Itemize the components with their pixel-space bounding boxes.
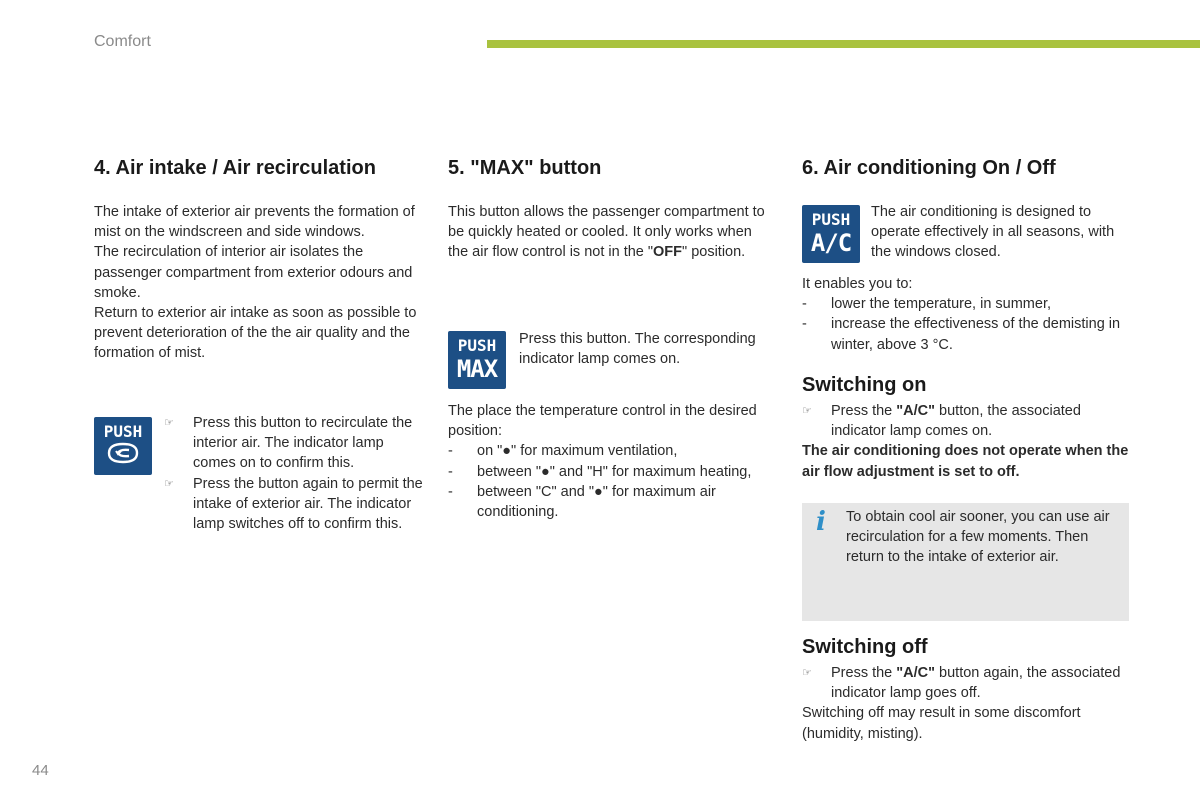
list-item: - between "●" and "H" for maximum heating, xyxy=(448,463,752,480)
paragraph: The recirculation of interior air isolates the passenger compartment from exterior odours and smoke. xyxy=(94,244,413,301)
list-item: - increase the effectiveness of the demisting in winter, above 3 °C. xyxy=(802,316,1121,353)
paragraph: This button allows the passenger compartment to be quickly heated or cooled. It only works when the air flow control is not in the "OFF" position. xyxy=(448,204,765,261)
recirculation-symbol-icon xyxy=(105,441,141,465)
info-text: To obtain cool air sooner, you can use air recirculation for a few moments. Then return to the intake of exterior air. xyxy=(846,509,1110,566)
section-air-conditioning xyxy=(802,155,1132,181)
section-body xyxy=(94,202,424,364)
section-air-intake-instructions xyxy=(164,413,424,534)
section-air-intake xyxy=(94,155,424,364)
info-box xyxy=(802,503,1129,621)
list-item: ☞ Press the "A/C" button, the associated indicator lamp comes on. xyxy=(802,401,1132,441)
list-item: - on "●" for maximum ventilation, xyxy=(448,443,678,460)
list-item: ☞ Press the button again to permit the intake of exterior air. The indicator lamp switches off to confirm this. xyxy=(164,474,424,535)
list-item: - between "C" and "●" for maximum air conditioning. xyxy=(448,483,716,521)
warning-note: The air conditioning does not operate when the air flow adjustment is set to off. xyxy=(802,443,1129,480)
section-title: 6. Air conditioning On / Off xyxy=(802,157,1056,179)
paragraph: Return to exterior air intake as soon as possible to prevent deterioration of the the air quality and the formation of mist. xyxy=(94,305,417,362)
list-item: ☞ Press this button to recirculate the interior air. The indicator lamp comes on to confirm this. xyxy=(164,413,424,474)
section-max-button xyxy=(448,155,778,263)
paragraph: Switching off may result in some discomfort (humidity, misting). xyxy=(802,705,1081,742)
subsection-title: Switching off xyxy=(802,636,928,658)
list-item: - lower the temperature, in summer, xyxy=(802,296,1052,313)
header-accent-bar xyxy=(487,40,1200,48)
push-recirculation-icon: PUSH xyxy=(94,417,152,475)
push-max-icon: PUSH MAX xyxy=(448,331,506,389)
section-ac-benefits xyxy=(802,274,1132,355)
paragraph: The intake of exterior air prevents the formation of mist on the windscreen and side windows. xyxy=(94,204,415,241)
push-ac-icon: PUSH A/C xyxy=(802,205,860,263)
paragraph: The place the temperature control in the desired position: xyxy=(448,403,757,440)
subsection-title: Switching on xyxy=(802,374,927,396)
section-title: 4. Air intake / Air recirculation xyxy=(94,157,376,179)
section-title: 5. "MAX" button xyxy=(448,157,602,179)
paragraph: It enables you to: xyxy=(802,276,913,292)
section-header-title: Comfort xyxy=(94,33,151,50)
paragraph: The air conditioning is designed to operate effectively in all seasons, with the windows closed. xyxy=(871,204,1115,261)
info-icon: i xyxy=(816,507,826,537)
subsection-switching-on xyxy=(802,372,1132,482)
subsection-switching-off xyxy=(802,634,1132,744)
list-item: ☞ Press the "A/C" button again, the associated indicator lamp goes off. xyxy=(802,663,1132,703)
section-max-positions xyxy=(448,401,778,522)
page-number: 44 xyxy=(32,762,49,779)
paragraph: Press this button. The corresponding indicator lamp comes on. xyxy=(519,331,756,368)
